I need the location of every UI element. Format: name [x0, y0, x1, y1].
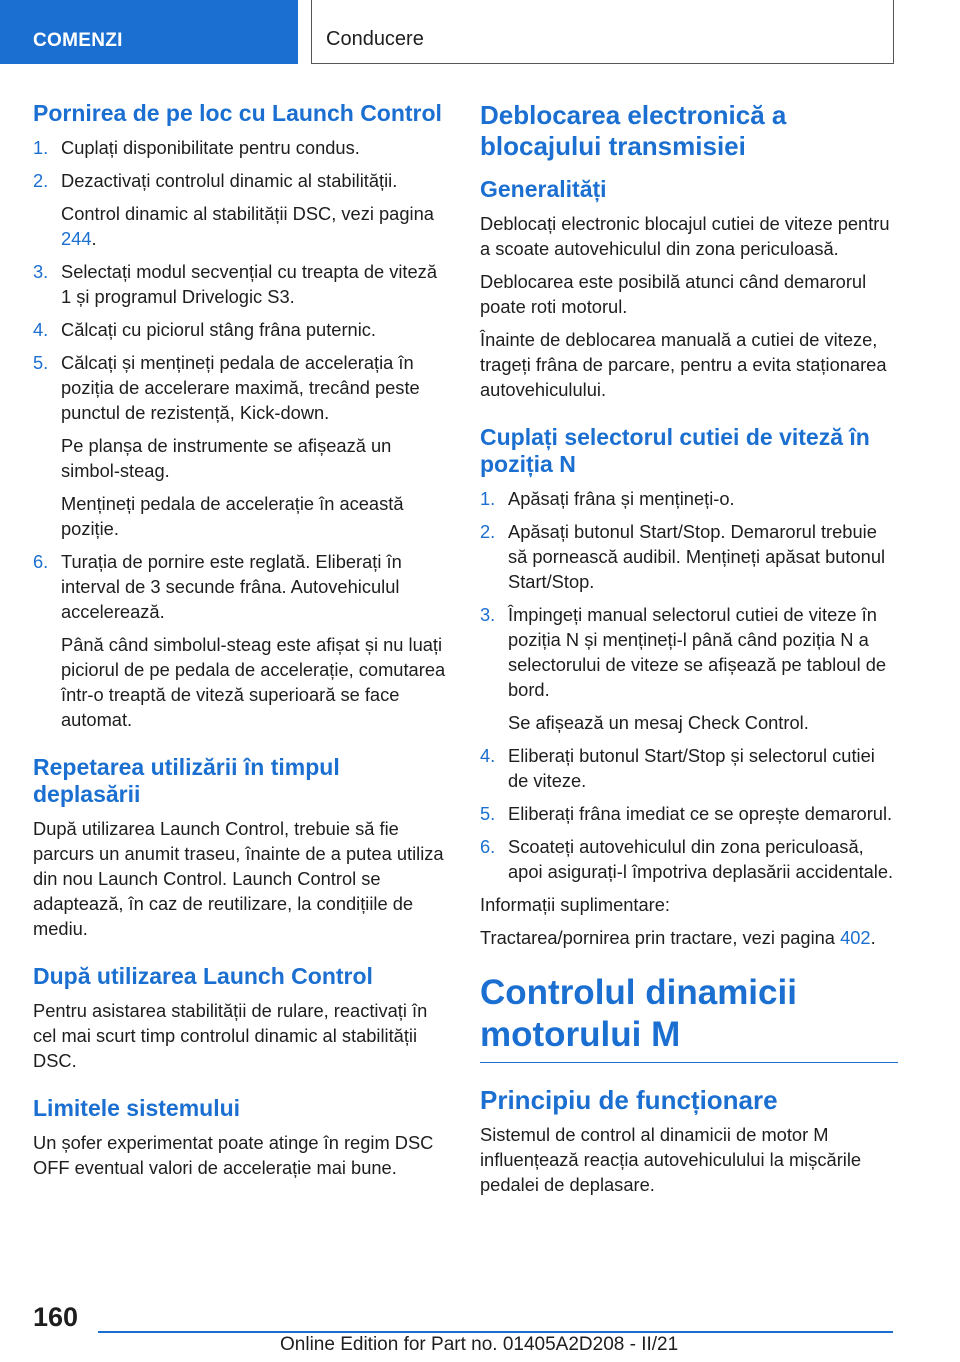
list-item: 6. Scoateți autovehiculul din zona periculoasă, apoi asigurați-l împotriva deplasării accidentale. [480, 836, 894, 882]
paragraph: Deblocați electronic blocajul cutiei de viteze pentru a scoate autovehiculul din zona periculoasă. [480, 213, 890, 259]
list-item: 5. Călcați și mențineți pedala de accelerația în poziția de accelerare maximă, trecând peste punctul de rezistență, Kick-down. Pe planșa de instrumente se afișează un simbol-steag. Mențineți pedala de accelerație în această poziție. [33, 350, 447, 541]
list-item: 1. Apăsați frâna și mențineți-o. [480, 488, 735, 509]
step-note: Control dinamic al stabilității DSC, vezi pagina 244. [61, 203, 434, 249]
step-note: Până când simbolul-steag este afișat și nu luați piciorul de pe pedala de accelerație, comutarea într-o treaptă de viteză superioară se face automat. [61, 634, 446, 730]
paragraph: Înainte de deblocarea manuală a cutiei de viteze, trageți frâna de parcare, pentru a evita staționarea autovehiculului. [480, 329, 887, 400]
list-item: 1. Cuplați disponibilitate pentru condus. [33, 137, 360, 158]
paragraph: Sistemul de control al dinamicii de motor M influențează reacția autovehiculului la mișcările pedalei de deplasare. [480, 1124, 862, 1195]
page-link[interactable]: 244 [61, 228, 92, 249]
heading-launch-control: Pornirea de pe loc cu Launch Control [33, 100, 442, 126]
heading-general: Generalități [480, 176, 607, 202]
heading-after-use: După utilizarea Launch Control [33, 963, 373, 989]
section-label: COMENZI [33, 30, 123, 51]
list-item: 2. Apăsați butonul Start/Stop. Demarorul trebuie să pornească audibil. Mențineți apăsat butonul Start/Stop. [480, 521, 886, 592]
edition-note: Online Edition for Part no. 01405A2D208 - II/21 [280, 1334, 679, 1355]
launch-steps [33, 135, 447, 732]
step-note: Pe planșa de instrumente se afișează un simbol-steag. [61, 435, 392, 481]
left-column [33, 100, 447, 1188]
heading-system-limits: Limitele sistemului [33, 1095, 241, 1121]
list-item: 4. Eliberați butonul Start/Stop și selectorul cutiei de viteze. [480, 745, 875, 791]
list-item: 2. Dezactivați controlul dinamic al stabilității. Control dinamic al stabilității DSC, vezi pagina 244. [33, 168, 447, 251]
step-note: Mențineți pedala de accelerație în această poziție. [61, 493, 404, 539]
heading-selector-n: Cuplați selectorul cutiei de viteză în poziția N [480, 424, 870, 477]
paragraph: Pentru asistarea stabilității de rulare, reactivați în cel mai scurt timp controlul dinamic al stabilității DSC. [33, 1000, 428, 1071]
right-column [480, 100, 898, 1205]
chapter-label: Conducere [326, 28, 424, 50]
list-item: 6. Turația de pornire este reglată. Eliberați în interval de 3 secunde frâna. Autovehiculul accelerează. Până când simbolul-steag este afișat și nu luați piciorul de pe pedala de accelerație, comutarea într-o treaptă de viteză superioară se face automat. [33, 551, 446, 730]
heading-engine-dynamics: Controlul dinamicii motorului M [480, 972, 898, 1063]
heading-repeat-use: Repetarea utilizării în timpul deplasării [33, 754, 340, 807]
page-link[interactable]: 402 [840, 927, 871, 948]
footer-divider [98, 1331, 893, 1333]
section-tab [0, 0, 298, 64]
list-item: 5. Eliberați frâna imediat ce se oprește demarorul. [480, 803, 893, 824]
list-item: 3. Selectați modul secvențial cu treapta de viteză 1 și programul Drivelogic S3. [33, 261, 437, 307]
list-item: 4. Călcați cu piciorul stâng frâna puternic. [33, 319, 377, 340]
paragraph: Informații suplimentare: [480, 894, 670, 915]
paragraph: Deblocarea este posibilă atunci când demarorul poate roti motorul. [480, 271, 867, 317]
chapter-header [311, 0, 894, 64]
step-note: Se afișează un mesaj Check Control. [508, 712, 809, 733]
paragraph: Un șofer experimentat poate atinge în regim DSC OFF eventual valori de accelerație mai bune. [33, 1132, 434, 1178]
paragraph: După utilizarea Launch Control, trebuie să fie parcurs un anumit traseu, înainte de a putea utiliza din nou Launch Control. Launch Control se adaptează, în caz de reutilizare, la condițiile de mediu. [33, 818, 444, 939]
heading-transmission-unlock: Deblocarea electronică a blocajului transmisiei [480, 100, 787, 161]
paragraph: Tractarea/pornirea prin tractare, vezi pagina 402. [480, 927, 876, 948]
selector-steps [480, 486, 898, 884]
page-number: 160 [33, 1302, 79, 1332]
list-item: 3. Împingeți manual selectorul cutiei de viteze în poziția N și mențineți-l până când poziția N a selectorului de viteze se afișează pe tabloul de bord. Se afișează un mesaj Check Control. [480, 602, 898, 735]
heading-operating-principle: Principiu de funcționare [480, 1085, 778, 1115]
